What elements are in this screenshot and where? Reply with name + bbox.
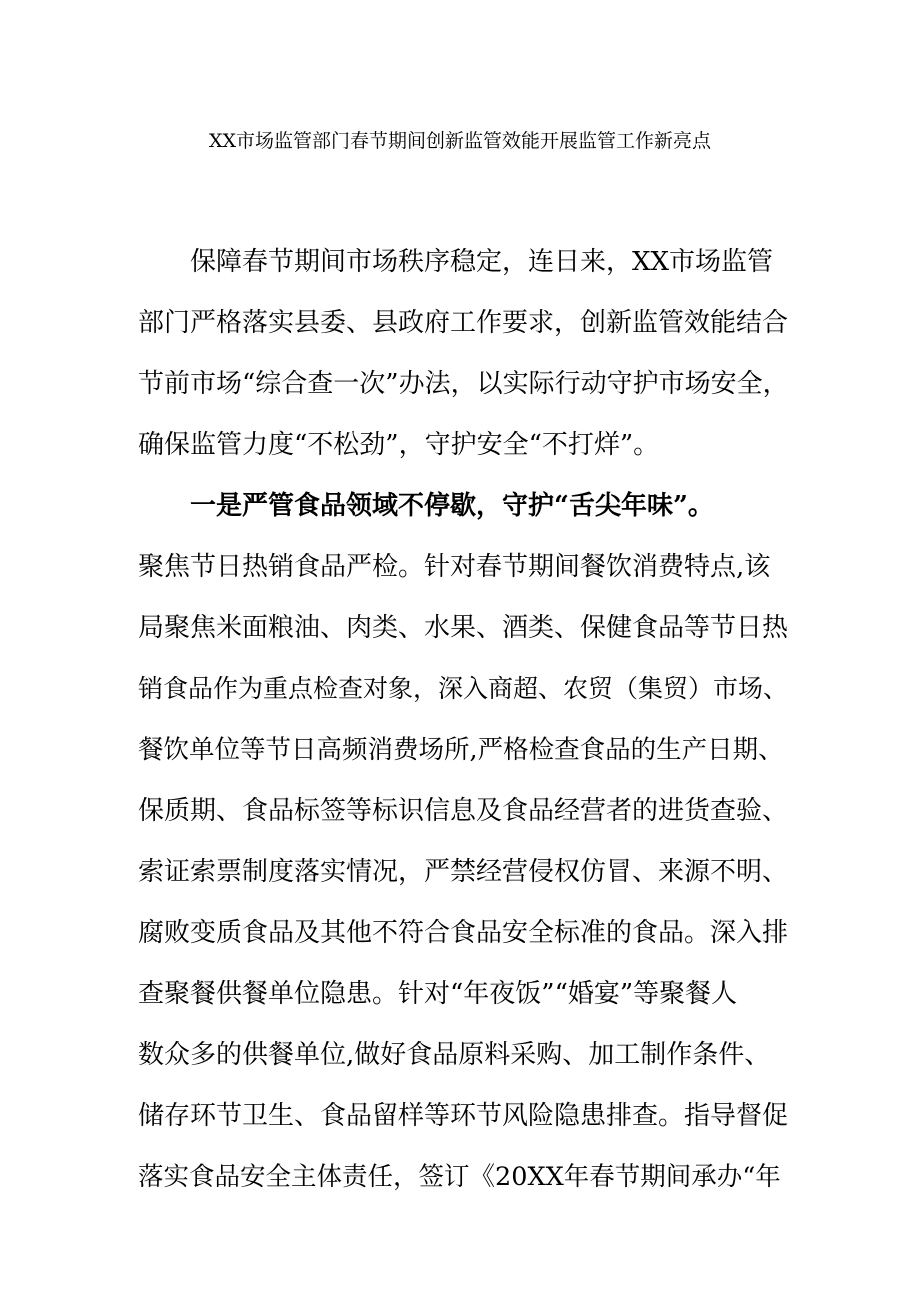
paragraph-line: 餐饮单位等节日高频消费场所,严格检查食品的生产日期、: [138, 735, 784, 765]
paragraph-line: 落实食品安全主体责任，签订《20XX年春节期间承办“年: [138, 1162, 781, 1192]
section-heading: 一是严管食品领域不停歇，守护“舌尖年味”。: [190, 491, 714, 521]
document-title: XX市场监管部门春节期间创新监管效能开展监管工作新亮点: [208, 130, 712, 152]
paragraph-line: 聚焦节日热销食品严检。针对春节期间餐饮消费特点,该: [138, 552, 771, 582]
paragraph-line: 保质期、食品标签等标识信息及食品经营者的进货查验、: [138, 796, 789, 826]
paragraph-line: 确保监管力度“不松劲”，守护安全“不打烊”。: [138, 430, 660, 460]
paragraph-line: 储存环节卫生、食品留样等环节风险隐患排查。指导督促: [138, 1101, 789, 1131]
paragraph-line: 数众多的供餐单位,做好食品原料采购、加工制作条件、: [138, 1040, 771, 1070]
paragraph-line: 销食品作为重点检查对象，深入商超、农贸（集贸）市场、: [138, 674, 789, 703]
paragraph-line: 索证索票制度落实情况，严禁经营侵权仿冒、来源不明、: [138, 857, 789, 887]
paragraph-line: 节前市场“综合查一次”办法，以实际行动守护市场安全，: [138, 369, 789, 399]
paragraph-line: 局聚焦米面粮油、肉类、水果、酒类、保健食品等节日热: [138, 613, 789, 643]
paragraph-line: 查聚餐供餐单位隐患。针对“年夜饭”“婚宴”等聚餐人: [138, 979, 738, 1009]
paragraph-line: 保障春节期间市场秩序稳定，连日来，XX市场监管: [190, 247, 774, 277]
paragraph-line: 腐败变质食品及其他不符合食品安全标准的食品。深入排: [138, 918, 789, 948]
paragraph-line: 部门严格落实县委、县政府工作要求，创新监管效能结合: [138, 308, 789, 338]
